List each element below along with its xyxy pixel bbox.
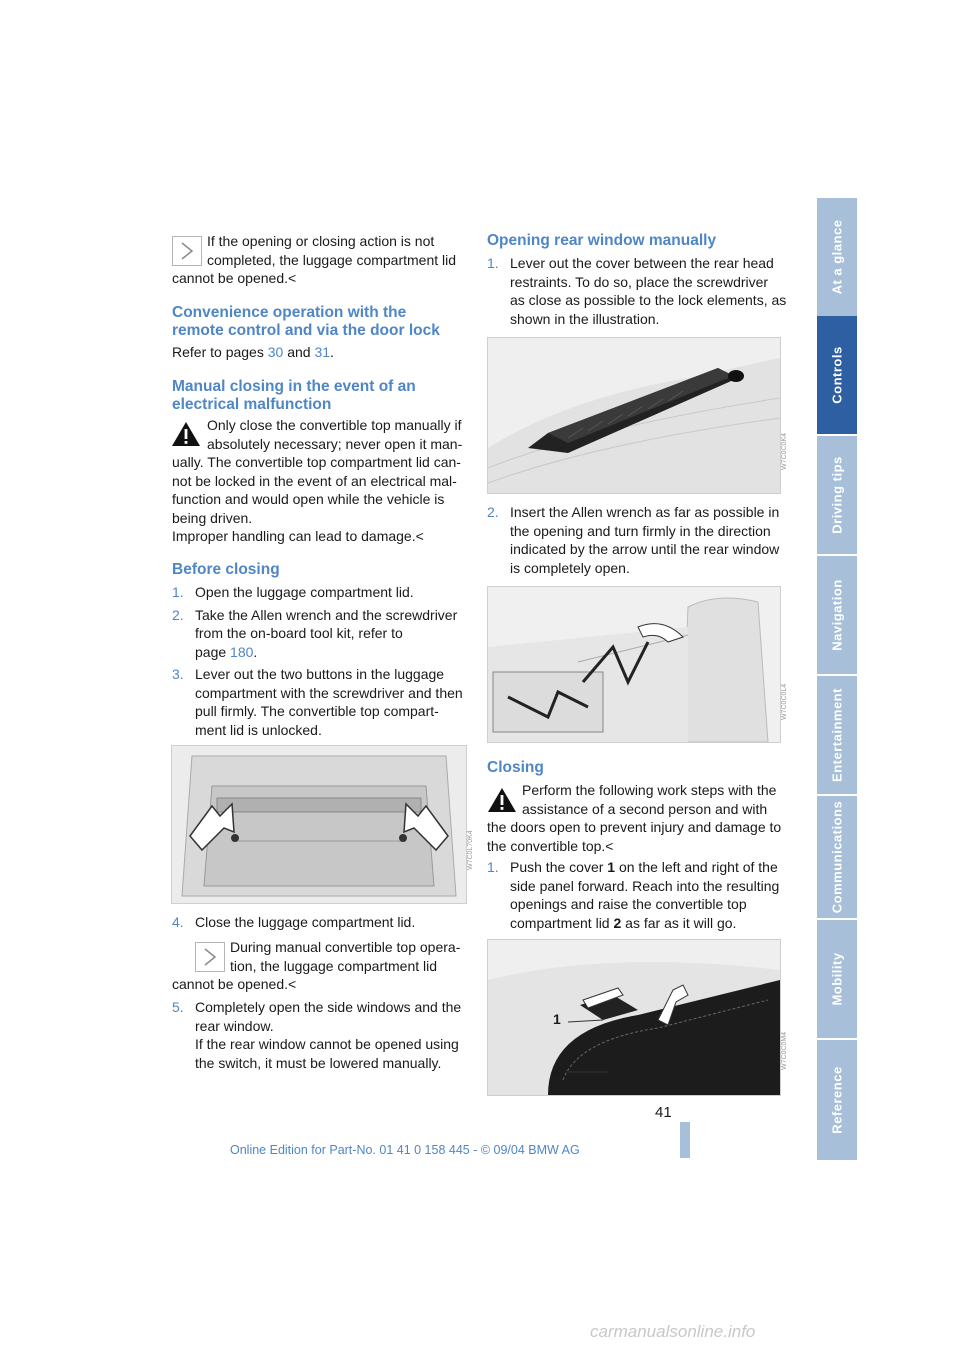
warning-text: Perform the following work steps with the assistance of a second person and with [522, 782, 777, 817]
page-link-180[interactable]: 180 [230, 643, 254, 660]
luggage-compartment-illustration [171, 745, 467, 904]
note-text-end: cannot be opened.< [172, 270, 297, 286]
note-line: completed, the luggage compartment lid [207, 251, 457, 268]
step-item: 4. Close the luggage compartment lid. [172, 914, 416, 930]
tab-communications[interactable]: Communications [817, 796, 857, 920]
warning-triangle-icon [171, 420, 201, 448]
before-closing-step-5 [172, 998, 472, 1072]
image-code: W7C0C0M4 [781, 1031, 788, 1070]
before-closing-steps-cont [172, 913, 472, 932]
warning-text-cont: ually. The convertible top compartment lid can- not be locked in the event of an electrical mal- function and would open while the vehicle is being driven. Improper handling can lead to damage.< [172, 454, 461, 544]
footer-edition-text: Online Edition for Part-No. 01 41 0 158 445 - © 09/04 BMW AG [230, 1143, 580, 1157]
refer-pages-text: Refer to pages 30 and 31. [172, 344, 334, 360]
step-item: 5. Completely open the side windows and the rear window. If the rear window cannot be opened using the switch, it must be lowered manually. [172, 999, 462, 1071]
page-number-bar [680, 1122, 690, 1158]
before-closing-steps [172, 583, 472, 739]
before-closing-heading: Before closing [172, 561, 280, 578]
manual-closing-heading: Manual closing in the event of an electrical malfunction [172, 378, 416, 413]
step-item: 1. Lever out the cover between the rear head restraints. To do so, place the screwdriver as close as possible to the lock elements, as shown in the illustration. [487, 255, 787, 327]
tab-at-a-glance[interactable]: At a glance [817, 198, 857, 318]
step-item: 1. Open the luggage compartment lid. [172, 584, 414, 600]
note-arrow-icon [195, 942, 225, 972]
tab-navigation[interactable]: Navigation [817, 556, 857, 676]
convertible-top-lid-illustration [487, 939, 781, 1096]
step-item: 1. Push the cover 1 on the left and right of the side panel forward. Reach into the resulting openings and raise the convertible top compartment lid 2 as far as it will go. [487, 859, 780, 931]
callout-label-1: 1 [553, 1011, 561, 1027]
step-item: 3. Lever out the two buttons in the luggage compartment with the screwdriver and then pull firmly. The convertible top compart- ment lid is unlocked. [172, 666, 463, 738]
warning-triangle-icon [487, 786, 517, 814]
opening-rear-window-heading: Opening rear window manually [487, 232, 717, 249]
step-item: 2. Insert the Allen wrench as far as possible in the opening and turn firmly in the direction indicated by the arrow until the rear window is completely open. [487, 504, 780, 576]
note-line: If the opening or closing action is not [207, 233, 435, 249]
warning-text: Only close the convertible top manually if absolutely necessary; never open it man- [207, 417, 463, 452]
rear-cover-illustration [487, 337, 781, 494]
opening-steps [487, 254, 787, 328]
note-text-end: cannot be opened.< [172, 976, 297, 992]
note-text [207, 232, 456, 269]
closing-steps [487, 858, 787, 932]
image-code: W7C0C0K4 [781, 433, 788, 470]
callout-label-2: 2 [553, 1062, 561, 1078]
opening-steps-cont [487, 503, 787, 577]
allen-wrench-illustration [487, 586, 781, 743]
tab-reference[interactable]: Reference [817, 1040, 857, 1162]
image-code: W7C0C0L4 [781, 683, 788, 720]
tab-controls[interactable]: Controls [817, 316, 857, 436]
tab-driving-tips[interactable]: Driving tips [817, 436, 857, 556]
step-item: 2. Take the Allen wrench and the screwdriver from the on-board tool kit, refer to page 180. [172, 606, 458, 660]
watermark-text: carmanualsonline.info [590, 1322, 756, 1341]
closing-heading: Closing [487, 759, 544, 776]
note-arrow-icon [172, 236, 202, 266]
warning-text-cont: the doors open to prevent injury and damage to the convertible top.< [487, 819, 782, 854]
note-text: During manual convertible top opera- tion, the luggage compartment lid [230, 939, 461, 974]
page-link-30[interactable]: 30 [267, 344, 284, 360]
convenience-heading: Convenience operation with the remote control and via the door lock [172, 304, 440, 339]
tab-entertainment[interactable]: Entertainment [817, 676, 857, 796]
page-link-31[interactable]: 31 [314, 344, 331, 360]
page-number: 41 [655, 1104, 672, 1121]
tab-mobility[interactable]: Mobility [817, 920, 857, 1040]
image-code: W7C0L70K4 [467, 830, 474, 870]
